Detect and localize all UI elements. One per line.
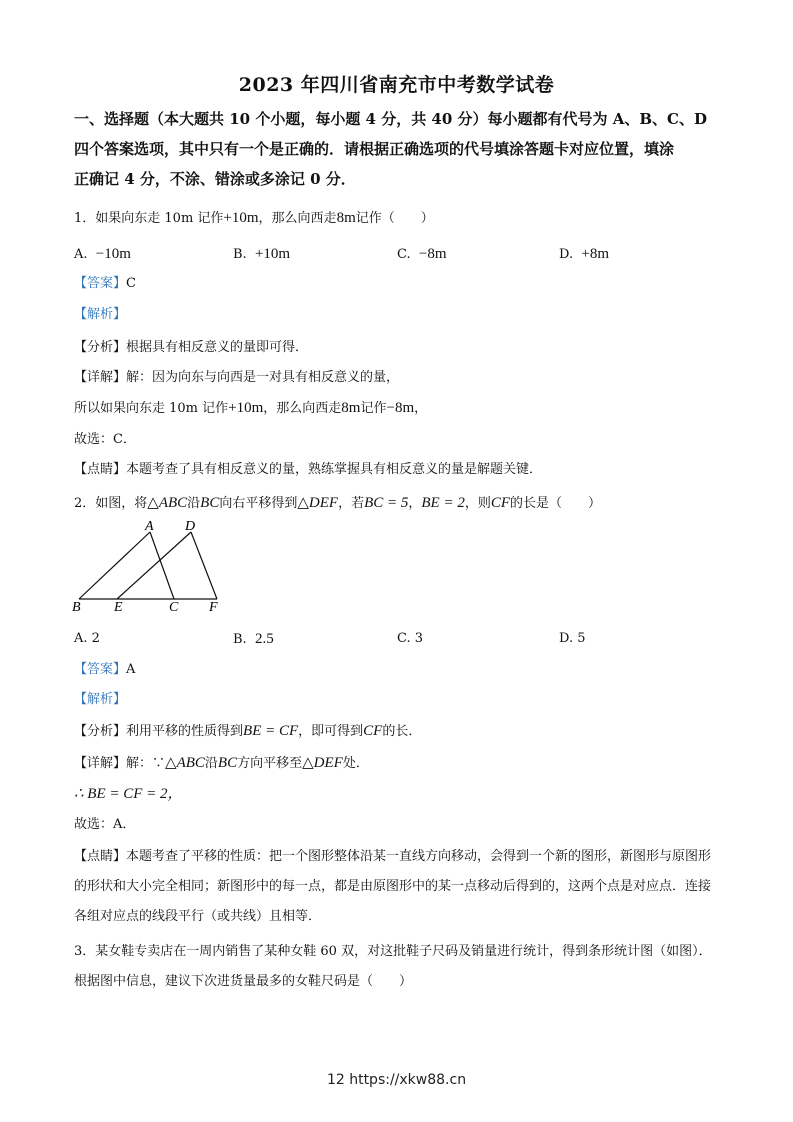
q1-math-plus10m: +10m (223, 210, 259, 226)
q1-option-a: A. −10m (74, 246, 131, 262)
q2-option-a: A. 2 (74, 631, 100, 646)
segment-df (191, 532, 217, 599)
q1-answer: 【答案】C (74, 276, 136, 291)
section-heading-line-1: 一、选择题（本大题共 10 个小题，每小题 4 分，共 40 分）每小题都有代号为 A、B、C、D (74, 110, 708, 128)
segment-ab (79, 532, 150, 599)
q1-detail-2: 所以如果向东走 10m 记作+10m，那么向西走8m记作−8m， (74, 400, 428, 416)
section-heading-line-2: 四个答案选项，其中只有一个是正确的．请根据正确选项的代号填涂答题卡对应位置，填涂 (74, 140, 675, 158)
q2-stem: 2．如图，将△ABC沿BC向右平移得到△DEF，若BC = 5，BE = 2，则CF的长是（ ） (74, 495, 602, 511)
q1-math-8m: 8m (336, 210, 356, 226)
q1-stem-text-2: ，那么向西走 (258, 211, 337, 226)
section-heading-line-3: 正确记 4 分，不涂、错涂或多涂记 0 分． (74, 170, 356, 188)
q1-stem (74, 208, 724, 229)
q3-stem: 3．某女鞋专卖店在一周内销售了某种女鞋 60 双，对这批鞋子尺码及销量进行统计，得到条形统计图（如图）．根据图中信息，建议下次进货量最多的女鞋尺码是（ ） (74, 944, 712, 989)
translation-diagram (70, 518, 230, 618)
triangle-figure (70, 518, 230, 618)
q2-choose: 故选：A． (74, 817, 136, 832)
label-e: E (114, 600, 123, 615)
q2-option-c: C. 3 (397, 631, 424, 646)
q1-choose: 故选：C． (74, 432, 136, 447)
label-c: C (169, 600, 179, 615)
label-d: D (185, 519, 196, 534)
q2-therefore: ∴ BE = CF = 2， (74, 786, 183, 802)
label-f: F (209, 600, 218, 615)
q1-analysis-label: 【解析】 (74, 307, 127, 322)
q1-option-c: C. −8m (397, 246, 447, 262)
q2-fenxi: 【分析】利用平移的性质得到BE = CF，即可得到CF的长． (74, 723, 422, 739)
label-b: B (72, 600, 81, 615)
q1-stem-text: 1．如果向东走 10m 记作 (74, 211, 224, 226)
page-footer: 12 https://xkw88.cn (326, 1072, 467, 1088)
q1-stem-text-3: 记作（ ） (355, 211, 434, 226)
q1-option-d: D. +8m (559, 246, 609, 262)
q2-answer: 【答案】A (74, 662, 136, 677)
q1-detail-1: 【详解】解：因为向东与向西是一对具有相反意义的量， (74, 370, 400, 385)
q2-option-b: B. 2.5 (233, 631, 274, 647)
q1-option-b: B. +10m (233, 246, 291, 262)
q2-option-d: D. 5 (559, 631, 586, 646)
q2-comment: 【点睛】本题考查了平移的性质：把一个图形整体沿某一直线方向移动，会得到一个新的图形，新图形与原图形的形状和大小完全相同；新图形中的每一点，都是由原图形中的某一点移动后得到的，这两个点是对应点．连接各组对应点的线段平行（或共线）且相等． (74, 849, 712, 924)
q2-detail: 【详解】解：∵△ABC沿BC方向平移至△DEF处． (74, 755, 369, 771)
q1-comment: 【点睛】本题考查了具有相反意义的量，熟练掌握具有相反意义的量是解题关键． (74, 462, 543, 477)
page-title: 2023 年四川省南充市中考数学试卷 (238, 74, 555, 96)
label-a: A (145, 519, 154, 534)
q1-fenxi: 【分析】根据具有相反意义的量即可得． (74, 340, 309, 355)
q2-analysis-label: 【解析】 (74, 692, 127, 707)
